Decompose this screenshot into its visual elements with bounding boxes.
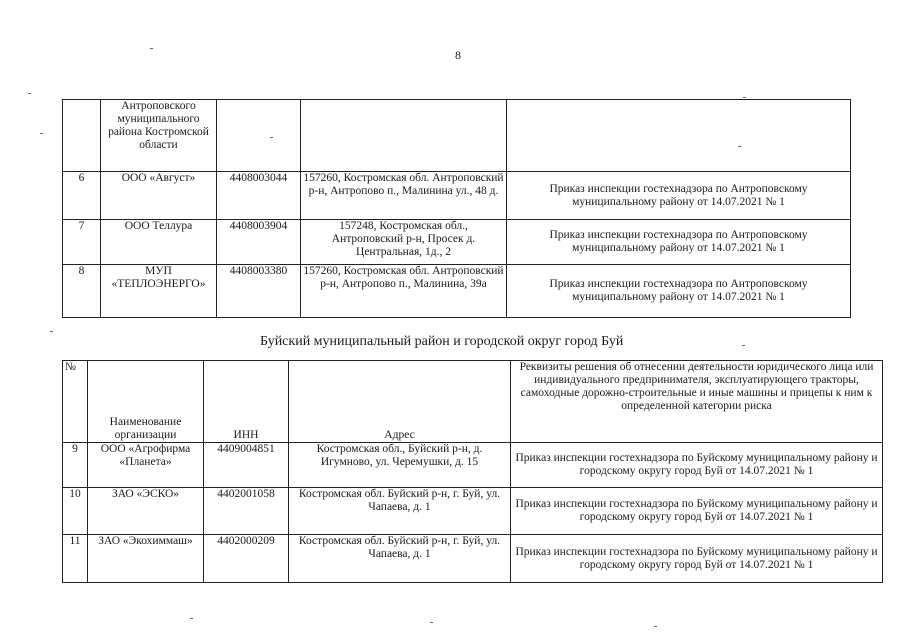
row-number: 6 [63, 172, 101, 220]
table-row [63, 172, 851, 220]
table-row [63, 100, 851, 172]
address-value: Костромская обл. Буйский р-н, г. Буй, ул. Чапаева, д. 1 [289, 488, 511, 535]
scan-speck [270, 137, 273, 138]
table-row [63, 220, 851, 265]
address-value [301, 100, 507, 172]
organization-name: ООО Теллура [101, 220, 217, 265]
page-number: 8 [455, 48, 461, 62]
row-number: 10 [63, 488, 88, 535]
table-row [63, 443, 883, 488]
row-number: 11 [63, 535, 88, 583]
decision-order [507, 100, 851, 172]
scan-speck [738, 146, 741, 147]
inn-value: 4408003380 [217, 265, 301, 318]
table-row [63, 265, 851, 318]
header-number: № [63, 361, 88, 443]
organization-name: ЗАО «ЭСКО» [88, 488, 204, 535]
inn-value: 4402001058 [204, 488, 289, 535]
decision-order: Приказ инспекции гостехнадзора по Антроповскому муниципальному району от 14.07.2021 № 1 [507, 172, 851, 220]
scan-speck [742, 345, 745, 346]
decision-order: Приказ инспекции гостехнадзора по Буйскому муниципальному району и городскому округу город Буй от 14.07.2021 № 1 [511, 443, 883, 488]
scan-speck [28, 93, 31, 94]
organization-name: ЗАО «Экохиммаш» [88, 535, 204, 583]
scan-speck [40, 133, 43, 134]
address-value: Костромская обл., Буйский р-н, д. Игумново, ул. Черемушки, д. 15 [289, 443, 511, 488]
scan-speck [150, 48, 153, 49]
row-number: 7 [63, 220, 101, 265]
header-inn: ИНН [204, 361, 289, 443]
organization-name: Антроповского муниципального района Костромской области [101, 100, 217, 172]
decision-order: Приказ инспекции гостехнадзора по Буйскому муниципальному району и городскому округу город Буй от 14.07.2021 № 1 [511, 535, 883, 583]
inn-value: 4408003904 [217, 220, 301, 265]
organization-name: ООО «Агрофирма «Планета» [88, 443, 204, 488]
table-row [63, 535, 883, 583]
row-number: 8 [63, 265, 101, 318]
decision-order: Приказ инспекции гостехнадзора по Антроповскому муниципальному району от 14.07.2021 № 1 [507, 220, 851, 265]
header-decision: Реквизиты решения об отнесении деятельности юридического лица или индивидуального предпринимателя, эксплуатирующего тракторы, самоходные дорожно-строительные и иные машины и прицепы к ним к определенной категории риска [511, 361, 883, 443]
inn-value: 4408003044 [217, 172, 301, 220]
row-number [63, 100, 101, 172]
decision-order: Приказ инспекции гостехнадзора по Антроповскому муниципальному району от 14.07.2021 № 1 [507, 265, 851, 318]
row-number: 9 [63, 443, 88, 488]
organizations-table-buysky [62, 360, 883, 583]
scan-speck [654, 626, 657, 627]
scan-speck [50, 331, 53, 332]
header-address: Адрес [289, 361, 511, 443]
inn-value: 4402000209 [204, 535, 289, 583]
organization-name: ООО «Август» [101, 172, 217, 220]
header-organization: Наименование организации [88, 361, 204, 443]
organization-name: МУП «ТЕПЛОЭНЕРГО» [101, 265, 217, 318]
address-value: 157248, Костромская обл., Антроповский р-н, Просек д. Центральная, 1д., 2 [301, 220, 507, 265]
table-header-row [63, 361, 883, 443]
organizations-table-antropovsky [62, 99, 851, 318]
inn-value [217, 100, 301, 172]
address-value: 157260, Костромская обл. Антроповский р-н, Антропово п., Малинина, 39а [301, 265, 507, 318]
address-value: 157260, Костромская обл. Антроповский р-н, Антропово п., Малинина ул., 48 д. [301, 172, 507, 220]
section-title: Буйский муниципальный район и городской округ город Буй [260, 334, 624, 349]
table-row [63, 488, 883, 535]
scan-speck [743, 97, 746, 98]
scan-speck [190, 618, 193, 619]
inn-value: 4409004851 [204, 443, 289, 488]
decision-order: Приказ инспекции гостехнадзора по Буйскому муниципальному району и городскому округу город Буй от 14.07.2021 № 1 [511, 488, 883, 535]
address-value: Костромская обл. Буйский р-н, г. Буй, ул. Чапаева, д. 1 [289, 535, 511, 583]
scan-speck [430, 622, 433, 623]
